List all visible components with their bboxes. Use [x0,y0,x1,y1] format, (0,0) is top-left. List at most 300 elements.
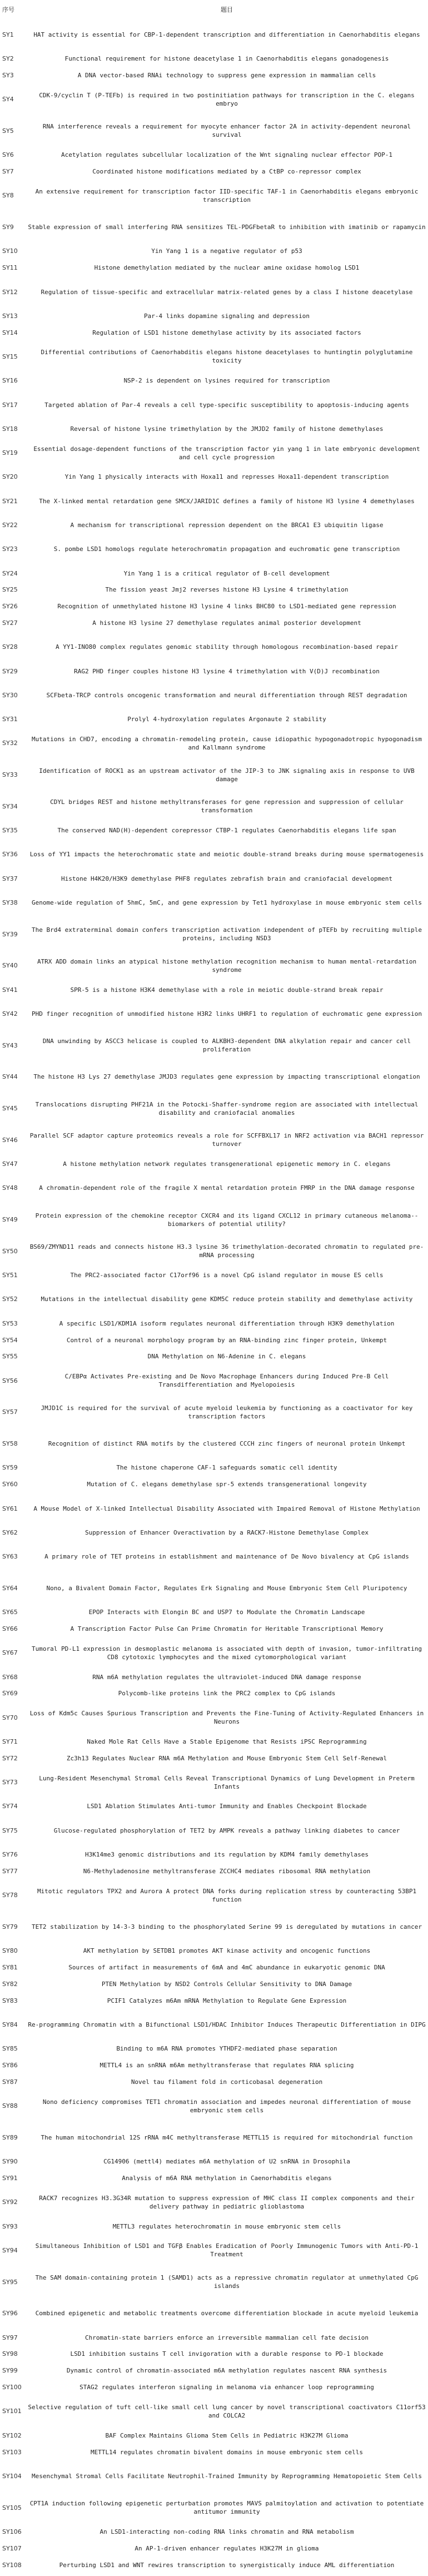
row-id: SY39 [2,930,18,938]
row-title-cell [26,2329,428,2346]
row-id: SY12 [2,288,18,296]
table-row [0,1992,428,2009]
row-title-cell [26,1959,428,1976]
table-header [0,0,428,19]
table-row [0,887,428,919]
table-row [0,1766,428,1798]
row-id: SY11 [2,264,18,272]
row-title-cell [26,2540,428,2557]
row-title-cell [26,981,428,998]
table-row [0,1428,428,1460]
table-row [0,1173,428,1204]
table-row [0,324,428,341]
row-id: SY6 [2,151,14,159]
row-title-cell [26,147,428,163]
row-title-cell [26,1541,428,1572]
row-title: A specific LSD1/KDM1A isoform regulates neuronal differentiation through H3K9 demethylation [59,1319,395,1327]
table-row [0,2170,428,2187]
row-title-cell [26,1766,428,1798]
row-title: Yin Yang 1 physically interacts with Hoxa11 and represses Hoxa11-dependent transcription [64,473,389,481]
row-id: SY103 [2,2448,22,2456]
row-id: SY43 [2,1041,18,1049]
row-id: SY51 [2,1272,18,1279]
row-title: Coordinated histone modifications mediated by a CtBP co-repressor complex [92,168,361,176]
table-row [0,67,428,84]
row-id: SY102 [2,2431,22,2439]
row-title: TET2 stabilization by 14-3-3 binding to the phosphorylated Serine 99 is deregulated by mutations in cancer [32,1923,422,1930]
row-title: Loss of YY1 impacts the heterochromatic state and meiotic double-strand breaks during mouse spermatogenesis [29,851,424,858]
table-row [0,243,428,260]
table-row [0,598,428,615]
row-id: SY67 [2,1649,18,1657]
row-title-cell [26,1798,428,1815]
row-title-cell [26,469,428,485]
row-title-cell [26,420,428,437]
row-title-cell [26,211,428,243]
row-title-cell [26,1702,428,1734]
row-title-cell [26,1267,428,1284]
row-title: Essential dosage-dependent functions of the transcription factor yin yang 1 in late embryonic development and cell cycle progression [33,445,420,461]
table-row [0,2074,428,2091]
row-title: Zc3h13 Regulates Nuclear RNA m6A Methylation and Mouse Embryonic Stem Cell Self-Renewal [66,1754,387,1762]
row-title: RAG2 PHD finger couples histone H3 lysine 4 trimethylation with V(D)J recombination [74,667,380,675]
row-id: SY27 [2,619,18,627]
table-row [0,276,428,308]
row-id: SY31 [2,716,18,723]
row-id: SY96 [2,2310,18,2317]
table-row [0,1863,428,1879]
row-id: SY63 [2,1553,18,1561]
table-row [0,2298,428,2330]
table-row [0,2492,428,2524]
row-title: Genome-wide regulation of 5hmC, 5mC, and gene expression by Tet1 hydroxylase in mouse embryonic stem cells [32,899,422,907]
row-id: SY3 [2,72,14,80]
row-id: SY107 [2,2544,22,2552]
row-id: SY35 [2,827,18,835]
row-title-cell [26,1365,428,1397]
row-id: SY44 [2,1073,18,1081]
row-title: SPR-5 is a histone H3K4 demethylase with a role in meiotic double-strand break repair [70,986,384,994]
table-row [0,2329,428,2346]
row-id: SY16 [2,377,18,385]
row-title-cell [26,163,428,180]
row-id: SY69 [2,1690,18,1698]
row-id: SY54 [2,1336,18,1344]
table-row [0,307,428,324]
table-row [0,582,428,598]
row-title-cell [26,1428,428,1460]
row-title-cell [26,243,428,260]
row-title-cell [26,870,428,887]
table-row [0,1847,428,1863]
row-title: A histone methylation network regulates transgenerational epigenetic memory in C. elegans [63,1160,391,1168]
table-row [0,1348,428,1365]
row-title: An AP-1-driven enhancer regulates H3K27M in glioma [135,2544,319,2552]
row-title-cell [26,1315,428,1332]
row-id: SY15 [2,353,18,360]
row-title-cell [26,2009,428,2041]
row-title: PTEN Methylation by NSD2 Controls Cellular Sensitivity to DNA Damage [101,1980,352,1988]
table-row [0,1815,428,1847]
row-id: SY38 [2,899,18,907]
row-title: PHD finger recognition of unmodified histone H3R2 links UHRF1 to regulation of euchromatic gene expression [32,1010,422,1018]
table-row [0,2460,428,2492]
row-title-cell [26,919,428,950]
table-row [0,1637,428,1669]
row-id: SY19 [2,449,18,457]
row-title: Differential contributions of Caenorhabditis elegans histone deacetylases to huntingtin polyglutamine toxicity [41,349,413,365]
row-title: BAF Complex Maintains Glioma Stem Cells in Pediatric H3K27M Glioma [105,2431,349,2439]
row-title-cell [26,517,428,534]
row-title: The conserved NAD(H)-dependent corepressor CTBP-1 regulates Caenorhabditis elegans life span [57,827,396,835]
row-id: SY42 [2,1010,18,1018]
row-title: Tumoral PD-L1 expression in desmoplastic melanoma is associated with depth of invasion, tumor-infiltrating CD8 cytotoxic lymphocytes and the mixed cytomorphological variant [32,1645,422,1661]
row-id: SY92 [2,2198,18,2206]
row-id: SY79 [2,1923,18,1930]
row-title-cell [26,887,428,919]
row-id: SY5 [2,127,14,135]
row-id: SY64 [2,1584,18,1592]
row-id: SY33 [2,771,18,779]
row-title: Recognition of unmethylated histone H3 lysine 4 links BHC80 to LSD1-mediated gene repression [57,603,396,611]
row-id: SY98 [2,2350,18,2358]
row-id: SY101 [2,2408,22,2415]
row-title-cell [26,260,428,276]
row-id: SY108 [2,2561,22,2569]
table-row [0,1572,428,1604]
row-id: SY89 [2,2133,18,2141]
row-id: SY57 [2,1408,18,1416]
table-row [0,1235,428,1267]
table-row [0,2427,428,2444]
table-row [0,2523,428,2540]
row-title-cell [26,2362,428,2379]
table-row [0,517,428,534]
row-title: An extensive requirement for transcription factor IID-specific TAF-1 in Caenorhabditis elegans embryonic transcription [35,187,419,204]
row-id: SY23 [2,545,18,553]
table-row [0,1476,428,1493]
table-row [0,115,428,147]
table-row [0,1976,428,1992]
table-row [0,2187,428,2218]
table-row [0,1332,428,1348]
table-row [0,83,428,115]
table-row [0,163,428,180]
row-title-cell [26,2057,428,2074]
row-title: DNA unwinding by ASCC3 helicase is coupled to ALKBH3-dependent DNA alkylation repair and cancer cell proliferation [42,1038,411,1054]
row-id: SY45 [2,1105,18,1113]
row-title: Loss of Kdm5c Causes Spurious Transcription and Prevents the Fine-Tuning of Activity-Regulated Enhancers in Neurons [29,1710,424,1726]
row-id: SY100 [2,2384,22,2391]
row-title-cell [26,1061,428,1093]
row-id: SY46 [2,1136,18,1144]
table-row [0,919,428,950]
row-id: SY8 [2,192,14,200]
row-title: DNA Methylation on N6-Adenine in C. elegans [147,1353,306,1361]
table-row [0,389,428,421]
row-id: SY40 [2,962,18,970]
row-title: The Brd4 extraterminal domain confers transcription activation independent of pTEFb by recruiting multiple proteins, including NSD3 [32,926,422,942]
table-row [0,1959,428,1976]
table-row [0,1030,428,1061]
row-title: AKT methylation by SETDB1 promotes AKT kinase activity and oncogenic functions [83,1947,371,1955]
row-id: SY52 [2,1296,18,1303]
table-row [0,2540,428,2557]
row-id: SY66 [2,1625,18,1633]
row-title: Glucose-regulated phosphorylation of TET2 by AMPK reveals a pathway linking diabetes to cancer [53,1826,400,1834]
row-title: Analysis of m6A RNA methylation in Caenorhabditis elegans [122,2175,332,2182]
row-id: SY65 [2,1609,18,1616]
row-id: SY82 [2,1980,18,1988]
table-row [0,373,428,389]
row-id: SY49 [2,1216,18,1224]
row-title: Novel tau filament fold in corticobasal degeneration [131,2078,323,2086]
table-row [0,180,428,212]
row-title-cell [26,950,428,982]
row-title-cell [26,1493,428,1525]
row-title-cell [26,2122,428,2153]
row-id: SY99 [2,2367,18,2375]
row-title-cell [26,2090,428,2122]
row-title-cell [26,1235,428,1267]
row-title: Nono deficiency compromises TET1 chromatin association and impedes neuronal differentiation of mouse embryonic stem cells [42,2098,411,2114]
row-id: SY72 [2,1754,18,1762]
table-row [0,1493,428,1525]
table-row [0,632,428,663]
row-id: SY32 [2,739,18,747]
row-title: The histone H3 Lys 27 demethylase JMJD3 regulates gene expression by impacting transcriptional elongation [33,1073,420,1081]
table-row [0,1460,428,1476]
row-title: JMJD1C is required for the survival of acute myeloid leukemia by functioning as a coactivator for key transcription factors [41,1404,413,1420]
row-title-cell [26,1637,428,1669]
row-title-cell [26,2153,428,2170]
row-title-cell [26,2557,428,2573]
row-title-cell [26,791,428,822]
row-title-cell [26,679,428,711]
table-row [0,2041,428,2057]
row-id: SY36 [2,851,18,858]
table-row [0,2266,428,2298]
row-title-cell [26,2074,428,2091]
row-title: Re-programming Chromatin with a Bifunctional LSD1/HDAC Inhibitor Induces Therapeutic Differentiation in DIPG [28,2021,426,2028]
row-id: SY55 [2,1353,18,1361]
row-id: SY58 [2,1440,18,1448]
row-id: SY85 [2,2045,18,2053]
table-row [0,759,428,791]
row-title: RACK7 recognizes H3.3G34R mutation to suppress expression of MHC class II complex components and their delivery pathway in pediatric glioblastoma [39,2194,415,2210]
row-title-cell [26,1734,428,1750]
row-title: RNA m6A methylation regulates the ultraviolet-induced DNA damage response [92,1673,361,1681]
row-title-cell [26,565,428,582]
row-title-cell [26,1476,428,1493]
row-title-cell [26,2235,428,2266]
row-title: PCIF1 Catalyzes m6Am mRNA Methylation to Regulate Gene Expression [107,1997,347,2004]
row-id: SY26 [2,603,18,611]
row-title: EPOP Interacts with Elongin BC and USP7 to Modulate the Chromatin Landscape [88,1609,365,1616]
row-title: Perturbing LSD1 and WNT rewires transcription to synergistically induce AML differentiation [59,2561,395,2569]
table-row [0,1365,428,1397]
table-row [0,1621,428,1637]
table-row [0,1397,428,1428]
row-title-cell [26,341,428,373]
row-title: Parallel SCF adaptor capture proteomics reveals a role for SCFFBXL17 in NRF2 activation via BACH1 repressor turnover [29,1132,424,1148]
row-title: Targeted ablation of Par-4 reveals a cell type-specific susceptibility to apoptosis-inducing agents [44,401,409,409]
row-id: SY70 [2,1714,18,1721]
row-title: Combined epigenetic and metabolic treatments overcome differentiation blockade in acute myeloid leukemia [35,2310,419,2317]
row-title: A histone H3 lysine 27 demethylase regulates animal posterior development [92,619,361,627]
row-id: SY90 [2,2158,18,2166]
row-title-cell [26,998,428,1030]
row-title-cell [26,1093,428,1124]
row-id: SY24 [2,569,18,577]
row-title-cell [26,1750,428,1766]
row-title: A DNA vector-based RNAi technology to suppress gene expression in mammalian cells [77,72,376,80]
table-row [0,1943,428,1959]
row-title-cell [26,839,428,871]
row-title-cell [26,1847,428,1863]
row-title-cell [26,180,428,212]
table-row [0,870,428,887]
table-row [0,1604,428,1621]
row-id: SY14 [2,329,18,336]
row-title: S. pombe LSD1 homologs regulate heterochromatin propagation and euchromatic gene transcription [53,545,400,553]
row-title-cell [26,1348,428,1365]
row-title-cell [26,83,428,115]
table-row [0,2153,428,2170]
row-title: Regulation of LSD1 histone demethylase activity by its associated factors [92,329,361,336]
row-title-cell [26,533,428,565]
row-title: Mutations in the intellectual disability gene KDM5C reduce protein stability and demethylase activity [41,1296,413,1303]
row-title-cell [26,2346,428,2362]
table-row [0,981,428,998]
row-title-cell [26,1621,428,1637]
table-row [0,1315,428,1332]
row-title: METTL3 regulates heterochromatin in mouse embryonic stem cells [112,2222,341,2230]
row-title: Mutations in CHD7, encoding a chromatin-remodeling protein, cause idiopathic hypogonadotropic hypogonadism and Kallmann syndrome [32,735,422,751]
row-id: SY28 [2,643,18,651]
table-row [0,469,428,485]
row-title: A primary role of TET proteins in establishment and maintenance of De Novo bivalency at CpG islands [44,1553,409,1561]
row-title: Simultaneous Inhibition of LSD1 and TGFβ Enables Eradication of Poorly Immunogenic Tumors with Anti-PD-1 Treatment [35,2242,419,2259]
table-row [0,19,428,51]
row-title-cell [26,1992,428,2009]
row-title-cell [26,2298,428,2330]
row-id: SY105 [2,2504,22,2512]
row-title: Protein expression of the chemokine receptor CXCR4 and its ligand CXCL12 in primary cutaneous melanoma--biomarkers of potential utility? [35,1212,419,1228]
row-title-cell [26,276,428,308]
row-title-cell [26,2266,428,2298]
row-title-cell [26,1863,428,1879]
row-title: The X-linked mental retardation gene SMCX/JARID1C defines a family of histone H3 lysine 4 demethylases [39,497,415,505]
table-row [0,950,428,982]
row-title: BS69/ZMYND11 reads and connects histone H3.3 lysine 36 trimethylation-decorated chromatin to regulated pre-mRNA processing [29,1243,424,1259]
row-title-cell [26,437,428,469]
row-id: SY81 [2,1963,18,1971]
row-title: A mechanism for transcriptional repression dependent on the BRCA1 E3 ubiquitin ligase [70,521,384,529]
row-title-cell [26,1685,428,1702]
row-title-cell [26,2170,428,2187]
table-row [0,839,428,871]
row-title-cell [26,389,428,421]
row-id: SY91 [2,2175,18,2182]
table-row [0,533,428,565]
row-title-cell [26,51,428,67]
row-title: Reversal of histone lysine trimethylation by the JMJD2 family of histone demethylases [70,425,384,433]
table-row [0,2444,428,2460]
row-title-cell [26,1156,428,1173]
row-title: Naked Mole Rat Cells Have a Stable Epigenome that Resists iPSC Reprogramming [87,1738,367,1746]
row-id: SY2 [2,55,14,63]
row-title: Sources of artifact in measurements of 6mA and 4mC abundance in eukaryotic genomic DNA [68,1963,385,1971]
row-title-cell [26,115,428,147]
row-id: SY13 [2,312,18,320]
row-title: The fission yeast Jmj2 reverses histone H3 Lysine 4 trimethylation [105,586,349,594]
table-row [0,2346,428,2362]
row-id: SY78 [2,1892,18,1899]
table-row [0,2218,428,2235]
row-id: SY47 [2,1160,18,1168]
row-title: NSP-2 is dependent on lysines required for transcription [123,377,330,385]
row-title-cell [26,2427,428,2444]
row-title: The human mitochondrial 12S rRNA m4C methyltransferase METTL15 is required for mitochondrial function [41,2133,413,2141]
table-row [0,2122,428,2153]
row-id: SY50 [2,1247,18,1255]
row-title-cell [26,1572,428,1604]
table-row [0,565,428,582]
row-id: SY9 [2,224,14,231]
row-title-cell [26,1124,428,1156]
row-title-cell [26,632,428,663]
row-id: SY21 [2,497,18,505]
row-title: CG14906 (mettl4) mediates m6A methylation of U2 snRNA in Drosophila [103,2158,350,2166]
row-title-cell [26,2460,428,2492]
table-row [0,1879,428,1911]
row-id: SY10 [2,247,18,255]
row-title-cell [26,663,428,679]
row-id: SY71 [2,1738,18,1746]
row-title-cell [26,324,428,341]
row-title: CPT1A induction following epigenetic perturbation promotes MAVS palmitoylation and activation to potentiate antitumor immunity [29,2500,424,2516]
row-title: A chromatin-dependent role of the fragile X mental retardation protein FMRP in the DNA damage response [39,1184,415,1192]
row-title-cell [26,2379,428,2396]
row-id: SY76 [2,1850,18,1858]
row-title: Selective regulation of tuft cell-like small cell lung cancer by novel transcriptional coactivators C11orf53 and COLCA2 [28,2403,426,2419]
title-column-header: 题目 [221,6,233,13]
table-row [0,485,428,517]
row-title-cell [26,615,428,632]
table-row [0,1124,428,1156]
row-title-cell [26,2187,428,2218]
table-row [0,420,428,437]
row-title: Chromatin-state barriers enforce an irreversible mammalian cell fate decision [85,2334,369,2341]
row-title-cell [26,728,428,760]
row-title: Lung-Resident Mesenchymal Stromal Cells Reveal Transcriptional Dynamics of Lung Development in Preterm Infants [39,1774,415,1790]
table-row [0,1911,428,1943]
row-title-cell [26,1911,428,1943]
table-row [0,147,428,163]
row-title-cell [26,67,428,84]
row-id: SY17 [2,401,18,409]
row-title-cell [26,2523,428,2540]
table-row [0,1685,428,1702]
table-row [0,2557,428,2573]
table-row [0,1669,428,1685]
row-title: Par-4 links dopamine signaling and depression [143,312,310,320]
row-title: Yin Yang 1 is a negative regulator of p53 [151,247,302,255]
table-row [0,2009,428,2041]
row-title-cell [26,598,428,615]
table-row [0,1750,428,1766]
